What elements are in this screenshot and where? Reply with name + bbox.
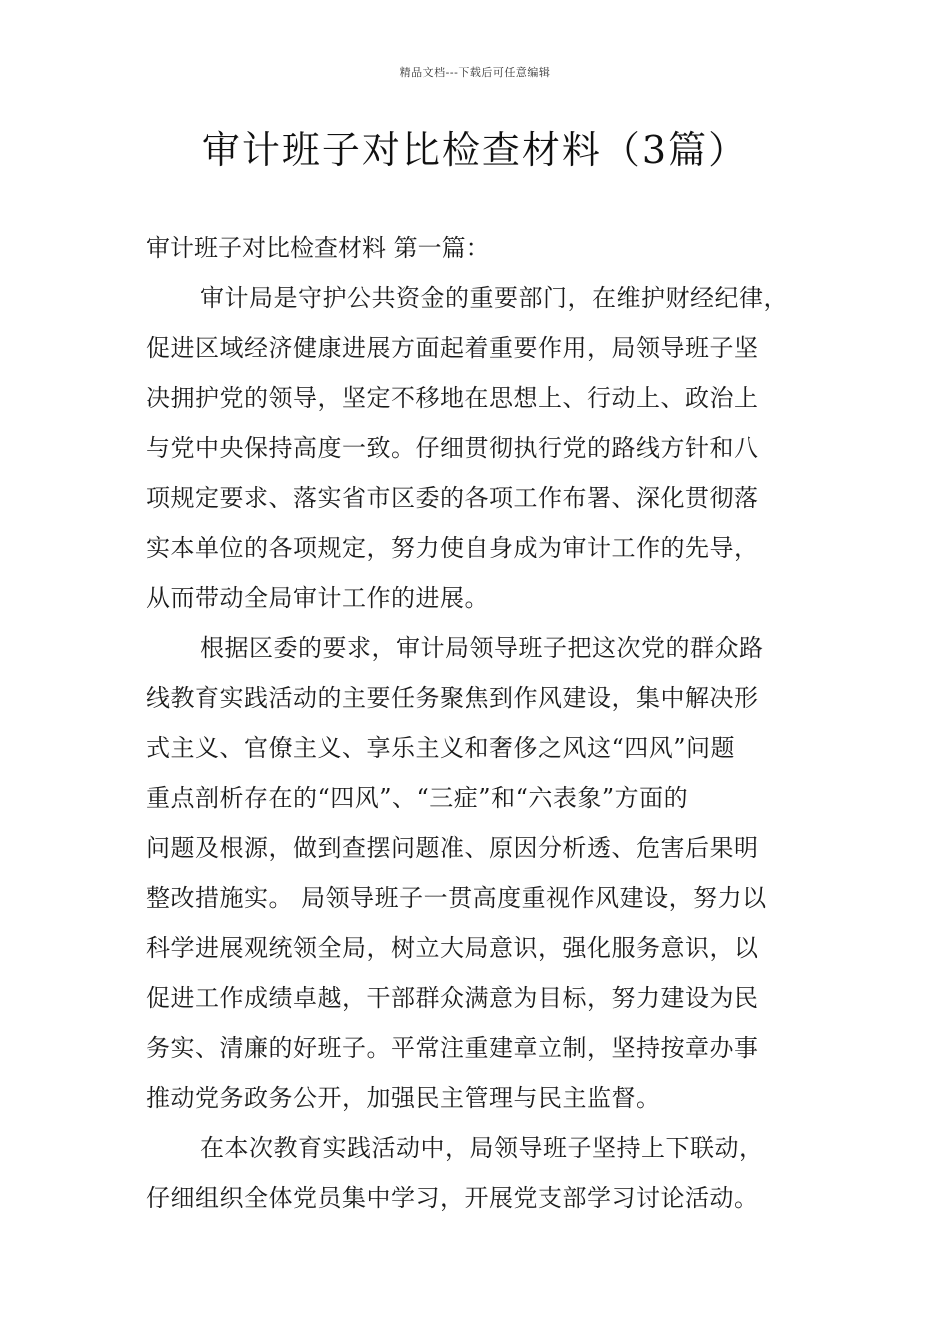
paragraph-line: 根据区委的要求，审计局领导班子把这次党的群众路 (200, 634, 764, 662)
paragraph-line: 促进工作成绩卓越，干部群众满意为目标，努力建设为民 (146, 984, 759, 1012)
paragraph-2 (146, 623, 826, 1123)
paragraph-line: 线教育实践活动的主要任务聚焦到作风建设，集中解决形 (146, 684, 759, 712)
paragraph-line: 问题及根源，做到查摆问题准、原因分析透、危害后果明 (146, 834, 759, 862)
paragraph-line: 务实、清廉的好班子。平常注重建章立制，坚持按章办事 (146, 1034, 759, 1062)
paragraph-3 (146, 1123, 826, 1223)
document-body (146, 223, 826, 1223)
paragraph-line: 科学进展观统领全局，树立大局意识，强化服务意识，以 (146, 934, 759, 962)
paragraph-line: 重点剖析存在的“四风”、“三症”和“六表象”方面的 (146, 784, 689, 812)
paragraph-line: 整改措施实。 局领导班子一贯高度重视作风建设，努力以 (146, 884, 767, 912)
paragraph-line: 推动党务政务公开，加强民主管理与民主监督。 (146, 1084, 661, 1112)
paragraph-line: 式主义、官僚主义、享乐主义和奢侈之风这“四风”问题 (146, 734, 736, 762)
paragraph-line: 项规定要求、落实省市区委的各项工作布署、深化贯彻落 (146, 484, 759, 512)
paragraph-line: 仔细组织全体党员集中学习，开展党支部学习讨论活动。 (146, 1184, 759, 1212)
document-header-note: 精品文档---下载后可任意编辑 (399, 66, 551, 79)
paragraph-line: 与党中央保持高度一致。仔细贯彻执行党的路线方针和八 (146, 434, 759, 462)
paragraph-line: 在本次教育实践活动中，局领导班子坚持上下联动， (200, 1134, 764, 1162)
section-heading: 审计班子对比检查材料 第一篇： (146, 234, 490, 262)
paragraph-1 (146, 273, 826, 623)
paragraph-line: 促进区域经济健康进展方面起着重要作用，局领导班子坚 (146, 334, 759, 362)
paragraph-line: 审计局是守护公共资金的重要部门，在维护财经纪律， (200, 284, 788, 312)
paragraph-line: 实本单位的各项规定，努力使自身成为审计工作的先导， (146, 534, 759, 562)
document-title: 审计班子对比检查材料（3篇） (201, 128, 749, 172)
paragraph-line: 从而带动全局审计工作的进展。 (146, 584, 489, 612)
paragraph-line: 决拥护党的领导，坚定不移地在思想上、行动上、政治上 (146, 384, 759, 412)
